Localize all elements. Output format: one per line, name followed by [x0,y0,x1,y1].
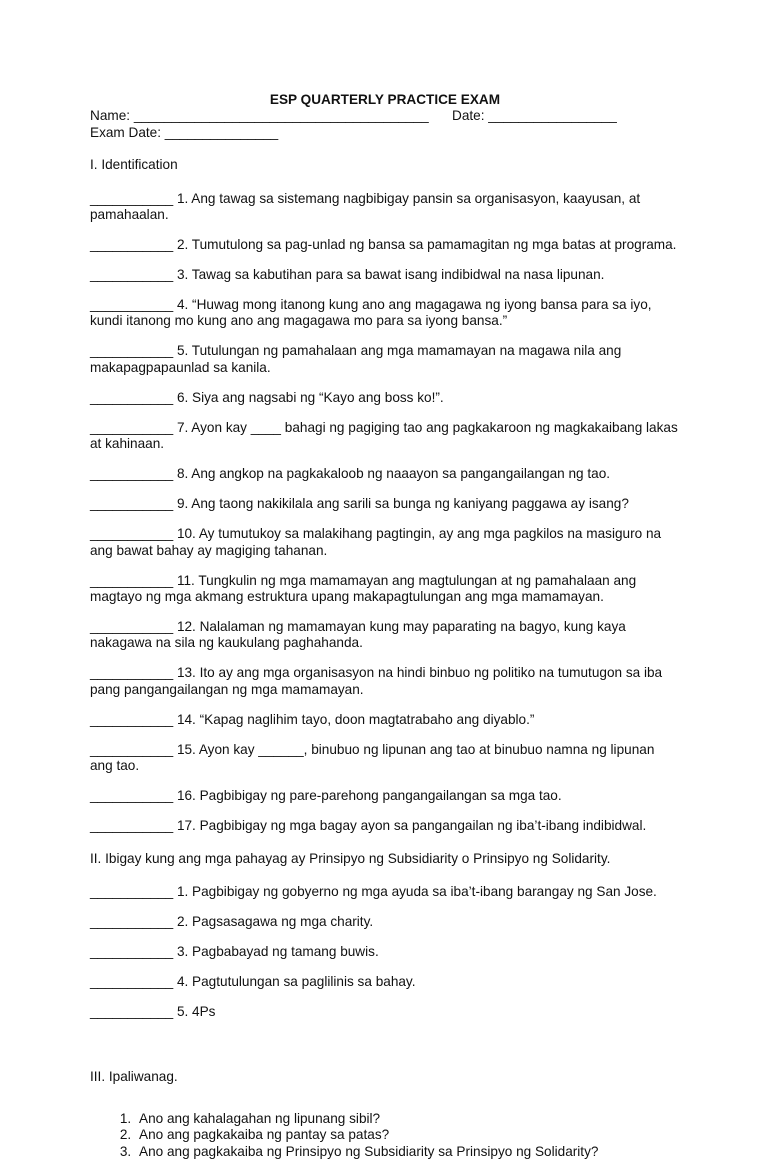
list-item: ___________ 8. Ang angkop na pagkakaloob ng naaayon sa pangangailangan ng tao. [90,466,680,482]
essay-questions [90,1111,680,1160]
list-item: ___________ 13. Ito ay ang mga organisasyon na hindi binbuo ng politiko na tumutugon sa iba pang pangangailangan ng mga mamamayan. [90,665,680,698]
list-item: 2. Ano ang pagkakaiba ng pantay sa patas? [135,1127,680,1143]
list-item: ___________ 16. Pagbibigay ng pare-parehong pangangailangan sa mga tao. [90,788,680,804]
list-item: ___________ 7. Ayon kay ____ bahagi ng pagiging tao ang pagkakaroon ng magkakaibang lakas at kahinaan. [90,420,680,453]
section-heading: III. Ipaliwanag. [90,1069,680,1085]
list-item: ___________ 1. Pagbibigay ng gobyerno ng mga ayuda sa iba’t-ibang barangay ng San Jose. [90,884,680,900]
section-identification [90,157,680,834]
name-field: Name: _______________________________________ [90,108,452,124]
list-item: ___________ 15. Ayon kay ______, binubuo ng lipunan ang tao at binubuo namna ng lipunan ang tao. [90,742,680,775]
list-item: ___________ 2. Pagsasagawa ng mga charity. [90,914,680,930]
list-item: ___________ 12. Nalalaman ng mamamayan kung may paparating na bagyo, kung kaya nakagawa na sila ng kaukulang paghahanda. [90,619,680,652]
identification-items [90,191,680,835]
list-item: ___________ 4. “Huwag mong itanong kung ano ang magagawa ng iyong bansa para sa iyo, kundi itanong mo kung ano ang magagawa mo para sa iyong bansa.” [90,297,680,330]
exam-content [90,92,680,1160]
exam-title: ESP QUARTERLY PRACTICE EXAM [90,92,680,108]
header-row [90,108,680,124]
list-item: ___________ 14. “Kapag naglihim tayo, doon magtatrabaho ang diyablo.” [90,712,680,728]
list-item: ___________ 3. Tawag sa kabutihan para sa bawat isang indibidwal na nasa lipunan. [90,267,680,283]
list-item: 3. Ano ang pagkakaiba ng Prinsipyo ng Subsidiarity sa Prinsipyo ng Solidarity? [135,1144,680,1160]
section-heading: I. Identification [90,157,680,173]
list-item: ___________ 9. Ang taong nakikilala ang sarili sa bunga ng kaniyang paggawa ay isang? [90,496,680,512]
subsidiarity-items [90,884,680,1020]
section-heading: II. Ibigay kung ang mga pahayag ay Prinsipyo ng Subsidiarity o Prinsipyo ng Solidarity. [90,851,680,867]
date-field: Date: _________________ [452,108,617,124]
list-item: ___________ 2. Tumutulong sa pag-unlad ng bansa sa pamamagitan ng mga batas at programa. [90,237,680,253]
section-ipaliwanag [90,1069,680,1160]
list-item: ___________ 11. Tungkulin ng mga mamamayan ang magtulungan at ng pamahalaan ang magtayo ng mga akmang estruktura upang makapagtulungan ang mga mamamayan. [90,573,680,606]
list-item: 1. Ano ang kahalagahan ng lipunang sibil? [135,1111,680,1127]
list-item: ___________ 17. Pagbibigay ng mga bagay ayon sa pangangailan ng iba’t-ibang indibidwal. [90,818,680,834]
list-item: ___________ 10. Ay tumutukoy sa malakihang pagtingin, ay ang mga pagkilos na masiguro na ang bawat bahay ay magiging tahanan. [90,526,680,559]
list-item: ___________ 3. Pagbabayad ng tamang buwis. [90,944,680,960]
list-item: ___________ 4. Pagtutulungan sa paglilinis sa bahay. [90,974,680,990]
exam-date-field: Exam Date: _______________ [90,125,680,141]
section-subsidiarity-solidarity [90,851,680,1021]
list-item: ___________ 6. Siya ang nagsabi ng “Kayo ang boss ko!”. [90,390,680,406]
list-item: ___________ 5. Tutulungan ng pamahalaan ang mga mamamayan na magawa nila ang makapagpapaunlad sa kanila. [90,343,680,376]
list-item: ___________ 5. 4Ps [90,1004,680,1020]
list-item: ___________ 1. Ang tawag sa sistemang nagbibigay pansin sa organisasyon, kaayusan, at pamahaalan. [90,191,680,224]
